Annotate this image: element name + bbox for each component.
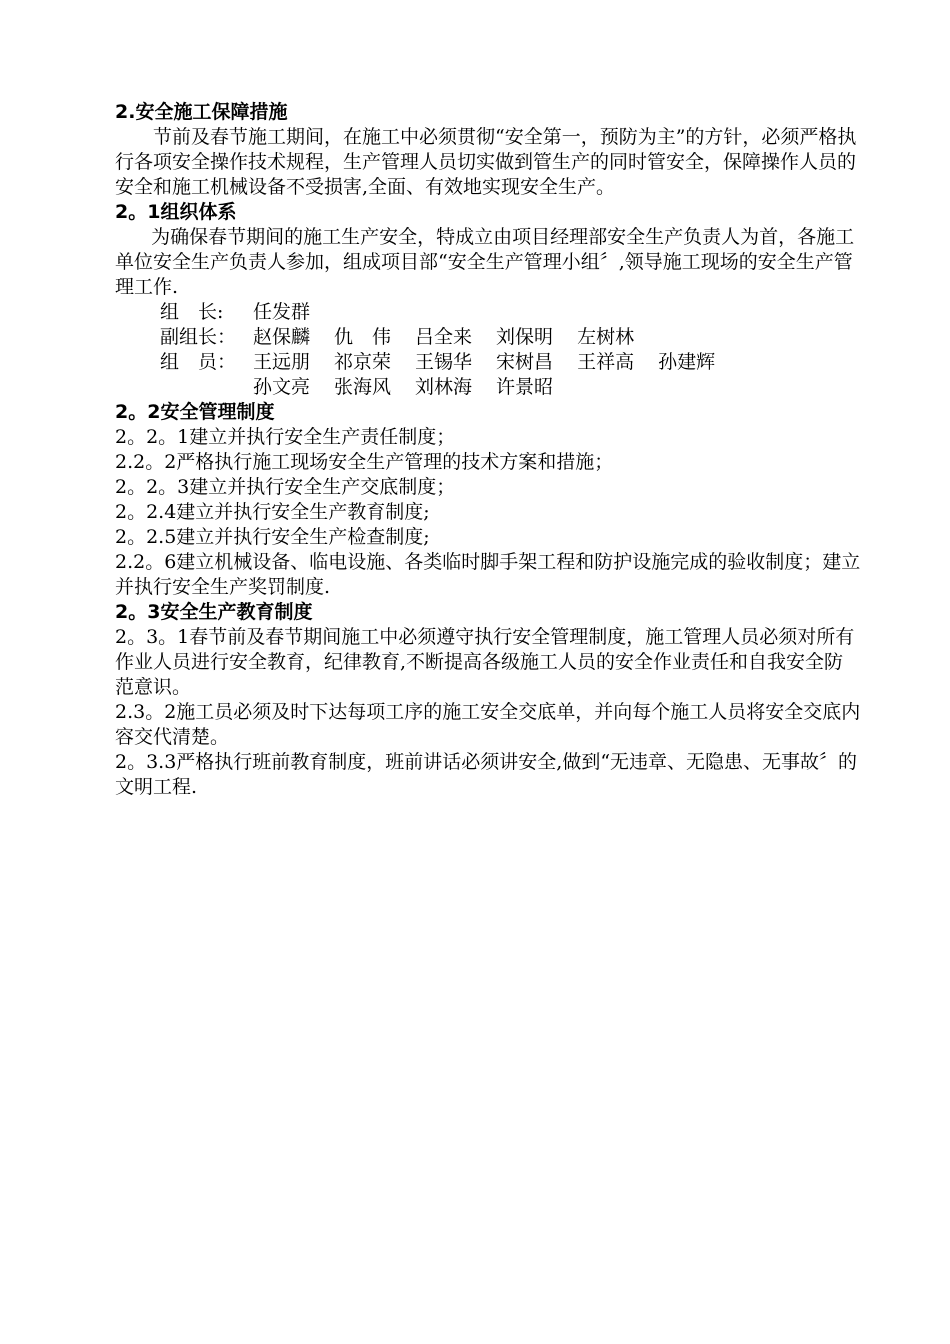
deputy-name: 左树林 (577, 326, 635, 348)
rule-item: 2。2.4建立并执行安全生产教育制度; (115, 501, 430, 523)
member-name: 祁京荣 (334, 351, 392, 373)
rule-item: 2。2。1建立并执行安全生产责任制度； (115, 426, 456, 448)
member-name: 张海风 (334, 376, 392, 398)
deputy-name: 赵保麟 (253, 326, 311, 348)
member-name: 王祥高 (577, 351, 635, 373)
member-name: 许景昭 (496, 376, 554, 398)
deputy-name: 刘保明 (496, 326, 554, 348)
leader-name: 任发群 (253, 301, 311, 323)
member-row-continued (115, 375, 862, 400)
member-names (253, 350, 739, 375)
section-heading-2-3: 2。3安全生产教育制度 (115, 601, 313, 623)
rule-item: 2.2。6建立机械设备、临电设施、各类临时脚手架工程和防护设施完成的验收制度；建立并执行安全生产奖罚制度. (115, 551, 861, 598)
member-name: 王远朋 (253, 351, 311, 373)
section-heading-2: 2.安全施工保障措施 (115, 101, 288, 123)
rule-item: 2。2.5建立并执行安全生产检查制度; (115, 526, 430, 548)
deputy-label: 副组长： (160, 326, 237, 348)
education-item: 2。3.3严格执行班前教育制度，班前讲话必须讲安全,做到“无违章、无隐患、无事故〞的文明工程. (115, 751, 858, 798)
education-item: 2。3。1春节前及春节期间施工中必须遵守执行安全管理制度，施工管理人员必须对所有作业人员进行安全教育，纪律教育,不断提高各级施工人员的安全作业责任和自我安全防范意识。 (115, 626, 855, 698)
leader-label: 组 长: (160, 301, 224, 323)
deputy-name: 仇 伟 (334, 326, 392, 348)
member-names-2 (253, 375, 577, 400)
education-item: 2.3。2施工员必须及时下达每项工序的施工安全交底单，并向每个施工人员将安全交底内容交代清楚。 (115, 701, 861, 748)
organization-paragraph: 为确保春节期间的施工生产安全，特成立由项目经理部安全生产负责人为首，各施工单位安全生产负责人参加，组成项目部“安全生产管理小组〞,领导施工现场的安全生产管理工作. (115, 226, 855, 298)
member-name: 孙文亮 (253, 376, 311, 398)
section-heading-2-2: 2。2安全管理制度 (115, 401, 275, 423)
deputy-row (115, 325, 862, 350)
member-name: 孙建辉 (658, 351, 716, 373)
rule-item: 2。2。3建立并执行安全生产交底制度； (115, 476, 456, 498)
section-heading-2-1: 2。1组织体系 (115, 201, 237, 223)
member-name: 刘林海 (415, 376, 473, 398)
member-label: 组 员： (160, 351, 237, 373)
deputy-name: 吕全来 (415, 326, 473, 348)
leader-row (115, 300, 862, 325)
member-name: 王锡华 (415, 351, 473, 373)
member-name: 宋树昌 (496, 351, 554, 373)
deputy-names (253, 325, 658, 350)
intro-paragraph: 节前及春节施工期间，在施工中必须贯彻“安全第一，预防为主”的方针，必须严格执行各项安全操作技术规程，生产管理人员切实做到管生产的同时管安全，保障操作人员的安全和施工机械设备不受损害,全面、有效地实现安全生产。 (115, 126, 857, 198)
rule-item: 2.2。2严格执行施工现场安全生产管理的技术方案和措施； (115, 451, 614, 473)
member-row (115, 350, 862, 375)
